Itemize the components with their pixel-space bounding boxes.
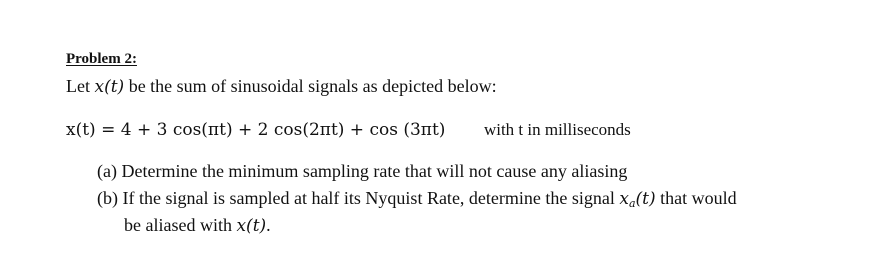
equation-note: with t in milliseconds [483, 120, 631, 139]
question-part-b [97, 189, 737, 209]
part-b-signal-base: x [619, 189, 629, 209]
part-b-signal-arg: (t) [635, 189, 656, 209]
part-b-signal-sub: a [628, 197, 636, 210]
question-part-a: (a) Determine the minimum sampling rate that will not cause any aliasing [97, 161, 628, 181]
part-b2-suffix: . [266, 215, 271, 235]
equation-expression: x(t) = 4 + 3 cos(πt) + 2 cos(2πt) + cos (3πt) [66, 120, 446, 140]
intro-signal: x(t) [94, 77, 125, 97]
part-b-prefix: (b) If the signal is sampled at half its Nyquist Rate, determine the signal [97, 188, 620, 208]
problem-intro [66, 77, 497, 96]
signal-equation [66, 120, 631, 139]
problem-title: Problem 2: [66, 51, 137, 67]
part-b-suffix: that would [655, 188, 737, 208]
part-b2-signal: x(t) [236, 216, 267, 236]
intro-suffix: be the sum of sinusoidal signals as depicted below: [124, 76, 497, 96]
intro-prefix: Let [66, 76, 95, 96]
question-part-b-continued [124, 216, 271, 235]
part-b2-prefix: be aliased with [124, 215, 237, 235]
part-b-signal [619, 189, 655, 209]
